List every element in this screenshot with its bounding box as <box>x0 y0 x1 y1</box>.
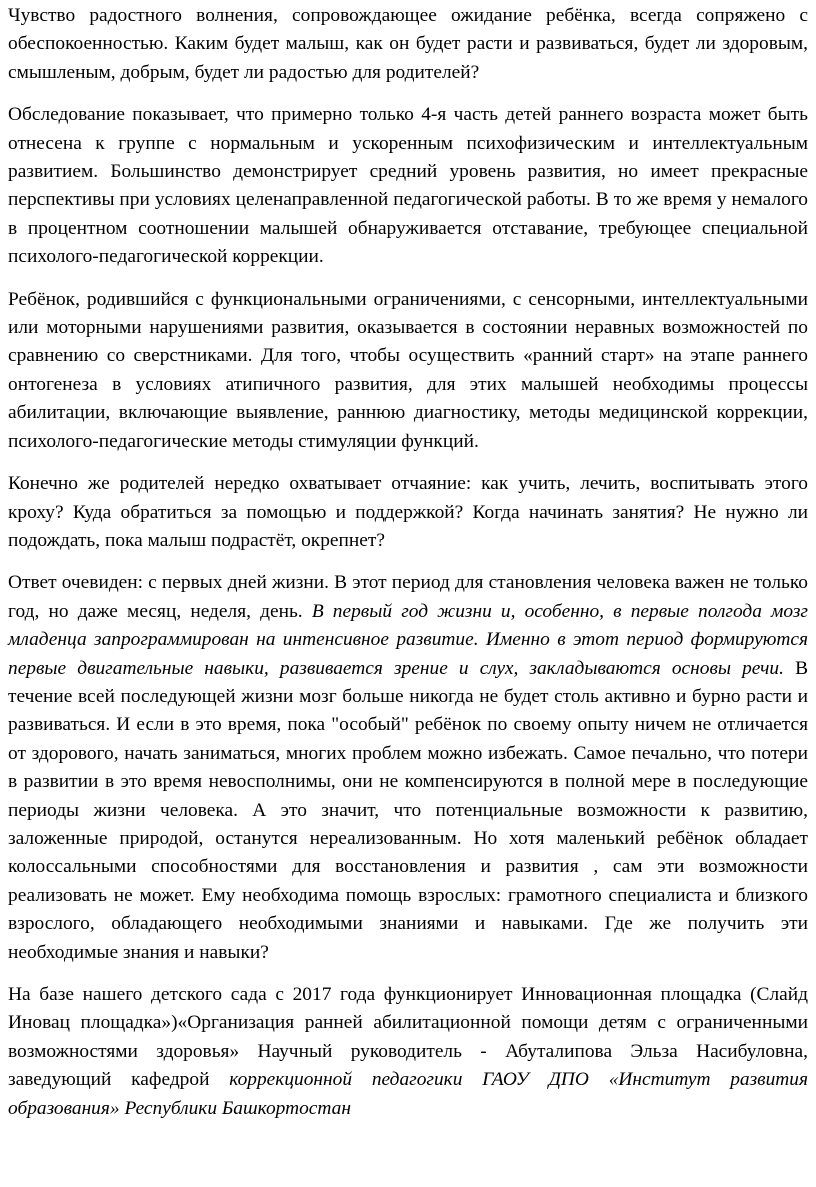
paragraph-6-italic-text: коррекционной педагогики ГАОУ ДПО «Институт развития образования» Республики Башкортостан <box>8 1069 809 1119</box>
paragraph-5-text-start: Ответ очевиден: с первых дней жизни. В этот период для становления человека важен не только год, но даже месяц, неделя, день. <box>8 572 808 622</box>
paragraph-5-italic-text: В первый год жизни и, особенно, в первые полгода мозг младенца запрограммирован на интенсивное развитие. Именно в этот период формируются первые двигательные навыки, развивается зрение и слух, закладываются основы речи. <box>8 600 808 679</box>
paragraph-5-text-end: В течение всей последующей жизни мозг больше никогда не будет столь активно и бурно расти и развиваться. И если в это время, пока "особый" ребёнок по своему опыту ничем не отличается от здорового, начать заниматься, многих проблем можно избежать. Самое печально, что потери в развитии в это время невосполнимы, они не компенсируются в полной мере в последующие периоды жизни человека. А это значит, что потенциальные возможности к развитию, заложенные природой, останутся нереализованным. Но хотя маленький ребёнок обладает колоссальными способностями для восстановления и развития , сам эти возможности реализовать не может. Ему необходима помощь взрослых: грамотного специалиста и близкого взрослого, обладающего необходимыми знаниями и навыками. Где же получить эти необходимые знания и навыки? <box>8 657 809 963</box>
paragraph-4: Конечно же родителей нередко охватывает отчаяние: как учить, лечить, воспитывать этого кроху? Куда обратиться за помощью и поддержкой? Когда начинать занятия? Не нужно ли подождать, пока малыш подрастёт, окрепнет? <box>8 473 808 551</box>
paragraph-6 <box>8 981 808 1123</box>
paragraph-1: Чувство радостного волнения, сопровождающее ожидание ребёнка, всегда сопряжено с обеспокоенностью. Каким будет малыш, как он будет расти и развиваться, будет ли здоровым, смышленым, добрым, будет ли радостью для родителей? <box>8 5 808 83</box>
paragraph-5 <box>8 569 808 967</box>
paragraph-3: Ребёнок, родившийся с функциональными ограничениями, с сенсорными, интеллектуальными или моторными нарушениями развития, оказывается в состоянии неравных возможностей по сравнению со сверстниками. Для того, чтобы осуществить «ранний старт» на этапе раннего онтогенеза в условиях атипичного развития, для этих малышей необходимы процессы абилитации, включающие выявление, раннюю диагностику, методы медицинской коррекции, психолого-педагогические методы стимуляции функций. <box>8 288 808 452</box>
paragraph-6-text-start: На базе нашего детского сада с 2017 года функционирует Инновационная площадка (Слайд Иновац площадка»)«Организация ранней абилитационной помощи детям с ограниченными возможностями здоровья» Научный руководитель - Абуталипова Эльза Насибуловна, заведующий кафедрой <box>8 984 808 1091</box>
paragraph-2: Обследование показывает, что примерно только 4-я часть детей раннего возраста может быть отнесена к группе с нормальным и ускоренным психофизическим и интеллектуальным развитием. Большинство демонстрирует средний уровень развития, но имеет прекрасные перспективы при условиях целенаправленной педагогической работы. В то же время у немалого в процентном соотношении малышей обнаруживается отставание, требующее специальной психолого-педагогической коррекции. <box>8 104 808 268</box>
